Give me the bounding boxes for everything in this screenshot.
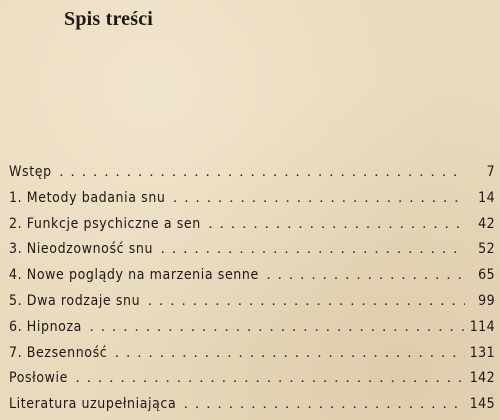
- dot-leader: [72, 366, 465, 392]
- toc-entry-title: Posłowie: [9, 370, 68, 387]
- dot-leader: [157, 237, 465, 263]
- toc-entry: [9, 341, 495, 367]
- dot-leader: [111, 341, 465, 367]
- toc-entry-title: 5. Dwa rodzaje snu: [9, 292, 141, 309]
- toc-entry: [9, 315, 495, 341]
- dot-leader: [56, 160, 465, 186]
- toc-entry-title: 2. Funkcje psychiczne a sen: [9, 215, 201, 232]
- table-of-contents: [9, 160, 495, 418]
- toc-entry-page: 145: [469, 396, 495, 413]
- toc-entry: [9, 237, 495, 263]
- toc-entry-title: 6. Hipnoza: [9, 318, 82, 335]
- toc-entry-page: 52: [478, 241, 495, 258]
- dot-leader: [263, 263, 465, 289]
- page-title: Spis treści: [64, 8, 154, 30]
- toc-entry-title: 4. Nowe poglądy na marzenia senne: [9, 267, 259, 284]
- toc-entry: [9, 263, 495, 289]
- toc-entry: [9, 212, 495, 238]
- toc-entry-page: 131: [469, 344, 495, 361]
- dot-leader: [169, 186, 465, 212]
- toc-entry: [9, 366, 495, 392]
- toc-entry: [9, 289, 495, 315]
- toc-entry-page: 42: [478, 215, 495, 232]
- dot-leader: [86, 315, 465, 341]
- toc-entry-title: 1. Metody badania snu: [9, 189, 166, 206]
- toc-entry-title: Literatura uzupełniająca: [9, 396, 177, 413]
- toc-entry-title: Wstęp: [9, 164, 52, 180]
- toc-entry-title: 7. Bezsenność: [9, 344, 108, 361]
- dot-leader: [205, 212, 465, 238]
- toc-entry-page: 65: [478, 267, 495, 284]
- toc-entry: [9, 186, 495, 212]
- toc-entry-page: 7: [486, 164, 495, 180]
- toc-entry-page: 99: [478, 292, 495, 309]
- toc-entry-page: 14: [478, 189, 495, 206]
- toc-entry: [9, 160, 495, 186]
- toc-entry-page: 114: [469, 318, 495, 335]
- dot-leader: [180, 392, 465, 418]
- toc-entry: [9, 392, 495, 418]
- dot-leader: [144, 289, 465, 315]
- toc-entry-title: 3. Nieodzowność snu: [9, 241, 154, 258]
- toc-entry-page: 142: [469, 370, 495, 387]
